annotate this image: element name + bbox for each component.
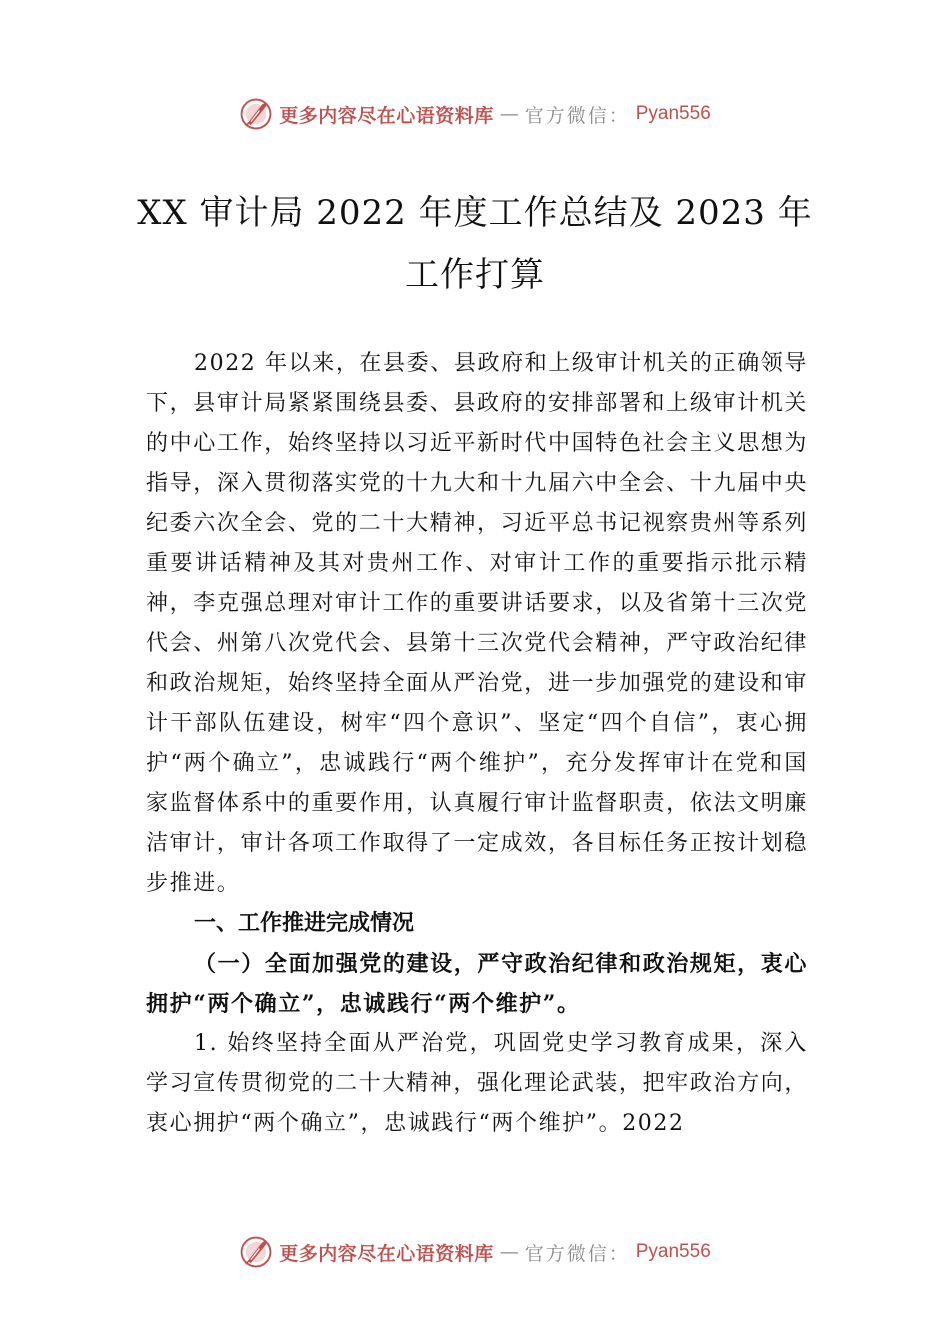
watermark-account: Pyan556 xyxy=(635,1241,711,1262)
document-body xyxy=(146,344,808,1144)
watermark-brand: 更多内容尽在心语资料库 xyxy=(279,104,494,127)
item-paragraph: 1. 始终坚持全面从严治党，巩固党史学习教育成果，深入学习宣传贯彻党的二十大精神，强化理论武装，把牢政治方向，衷心拥护“两个确立”，忠诚践行“两个维护”。2022 xyxy=(146,1031,808,1136)
title-line-2: 工作打算 xyxy=(405,255,545,295)
intro-paragraph: 2022 年以来，在县委、县政府和上级审计机关的正确领导下，县审计局紧紧围绕县委、县政府的安排部署和上级审计机关的中心工作，始终坚持以习近平新时代中国特色社会主义思想为指导，深入贯彻落实党的十九大和十九届六中全会、十九届中央纪委六次全会、党的二十大精神，习近平总书记视察贵州等系列重要讲话精神及其对贵州工作、对审计工作的重要指示批示精神，李克强总理对审计工作的重要讲话要求，以及省第十三次党代会、州第八次党代会、县第十三次党代会精神，严守政治纪律和政治规矩，始终坚持全面从严治党，进一步加强党的建设和审计干部队伍建设，树牢“四个意识”、坚定“四个自信”，衷心拥护“两个确立”，忠诚践行“两个维护”，充分发挥审计在党和国家监督体系中的重要作用，认真履行审计监督职责，依法文明廉洁审计，审计各项工作取得了一定成效，各目标任务正按计划稳步推进。 xyxy=(146,351,808,896)
watermark-brand: 更多内容尽在心语资料库 xyxy=(279,1242,494,1265)
watermark-dash: — xyxy=(499,103,519,125)
watermark-account: Pyan556 xyxy=(635,103,711,124)
section-heading: 一、工作推进完成情况 xyxy=(194,911,415,936)
watermark-label: 官方微信： xyxy=(524,1242,630,1265)
watermark-dash: — xyxy=(499,1241,519,1263)
watermark-header xyxy=(0,94,950,134)
quill-pen-logo-icon xyxy=(239,1235,273,1269)
watermark-footer xyxy=(0,1232,950,1272)
subsection-heading: （一）全面加强党的建设，严守政治纪律和政治规矩，衷心拥护“两个确立”，忠诚践行“两个维护”。 xyxy=(146,951,808,1017)
watermark-label: 官方微信： xyxy=(524,104,630,127)
title-line-1: XX 审计局 2022 年度工作总结及 2023 年 xyxy=(137,193,813,233)
document-title xyxy=(120,182,830,306)
quill-pen-logo-icon xyxy=(239,97,273,131)
